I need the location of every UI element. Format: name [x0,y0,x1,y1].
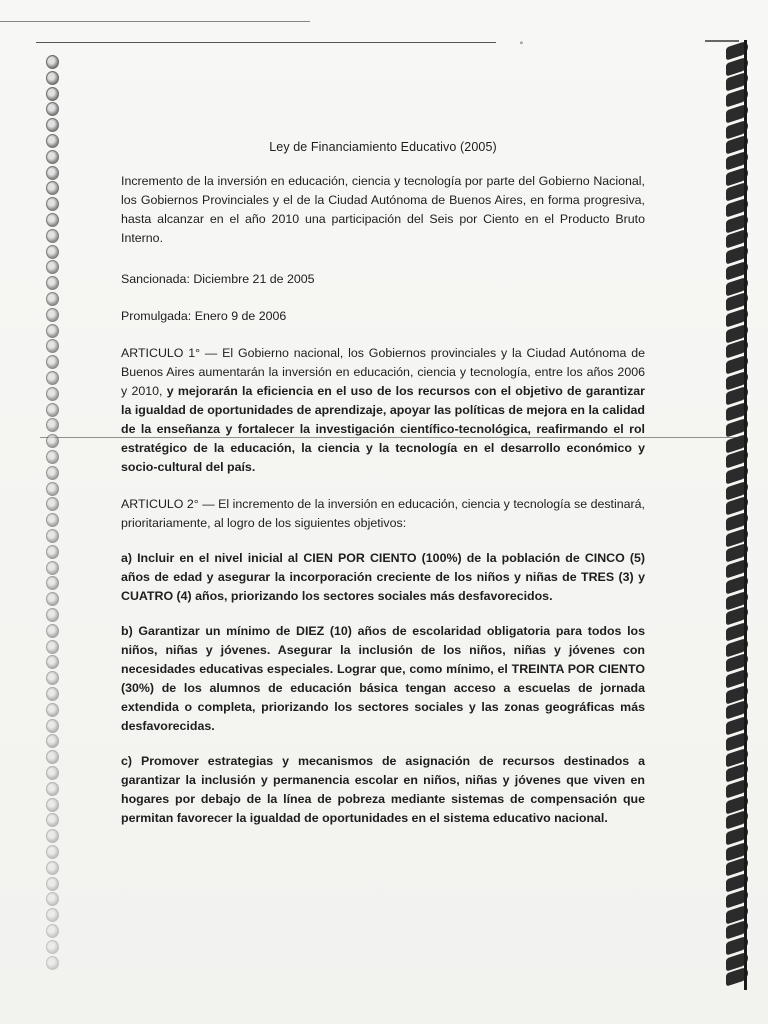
binder-hole [46,55,59,69]
article-1-bold: y mejorarán la eficiencia en el uso de los recursos con el objetivo de garantizar la igualdad de oportunidades de aprendizaje, apoyar las políticas de mejora en la calidad de la enseñanza y fortalecer la investigación científico-tecnológica, reafirmando el rol estratégico de la educación, la ciencia y la tecnología en el desarrollo económico y socio-cultural del país. [121,384,645,474]
binder-hole [46,260,59,274]
binder-hole [46,908,59,922]
article-1 [121,344,645,477]
binder-hole [46,624,59,638]
binder-hole [46,134,59,148]
spiral-edge [744,40,747,990]
binder-hole [46,229,59,243]
binder-hole [46,245,59,259]
binder-hole [46,608,59,622]
objective-b: b) Garantizar un mínimo de DIEZ (10) años de escolaridad obligatoria para todos los niños, niñas y jóvenes. Asegurar la inclusión de los niños, niñas y jóvenes con necesidades educativas especiales. Lograr que, como mínimo, el TREINTA POR CIENTO (30%) de los alumnos de educación básica tengan acceso a escuelas de jornada extendida o completa, priorizando los sectores sociales y las zonas geográficas más desfavorecidas. [121,624,645,733]
binder-hole [46,940,59,954]
binder-hole [46,798,59,812]
binder-hole [46,355,59,369]
binder-hole [46,861,59,875]
objective-c: c) Promover estrategias y mecanismos de asignación de recursos destinados a garantizar la inclusión y permanencia escolar en niños, niñas y jóvenes que viven en hogares por debajo de la línea de pobreza mediante sistemas de compensación que permitan favorecer la igualdad de oportunidades en el sistema educativo nacional. [121,754,645,825]
binder-holes [40,55,70,975]
promulgation-date: Promulgada: Enero 9 de 2006 [121,309,287,323]
binder-hole [46,640,59,654]
binder-hole [46,324,59,338]
binder-hole [46,703,59,717]
top-rule-line [36,42,496,43]
binder-hole [46,924,59,938]
binder-hole [46,513,59,527]
binder-hole [46,403,59,417]
binder-hole [46,387,59,401]
binder-hole [46,529,59,543]
binder-hole [46,671,59,685]
binder-hole [46,150,59,164]
sanction-date: Sancionada: Diciembre 21 de 2005 [121,272,315,286]
binder-hole [46,292,59,306]
binder-hole [46,181,59,195]
binder-hole [46,719,59,733]
binder-hole [46,339,59,353]
law-summary: Incremento de la inversión en educación, ciencia y tecnología por parte del Gobierno Nacional, los Gobiernos Provinciales y el de la Ciudad Autónoma de Buenos Aires, en forma progresiva, hasta alcanzar en el año 2010 una participación del Seis por Ciento en el Producto Bruto Interno. [121,174,645,245]
binder-hole [46,829,59,843]
binder-hole [46,687,59,701]
binder-hole [46,750,59,764]
binder-hole [46,434,59,448]
binder-hole [46,87,59,101]
binder-hole [46,118,59,132]
binder-hole [46,892,59,906]
binder-hole [46,308,59,322]
binder-hole [46,655,59,669]
binder-hole [46,71,59,85]
binder-hole [46,213,59,227]
binder-hole [46,102,59,116]
article-1-lead: ARTICULO 1° — El Gobierno nacional, los Gobiernos provinciales y la Ciudad Autónoma de Buenos Aires aumentarán la inversión en educación, ciencia y tecnología, entre los años 2006 y 2010, [121,346,645,398]
binder-hole [46,482,59,496]
document-title: Ley de Financiamiento Educativo (2005) [269,140,497,154]
article-2: ARTICULO 2° — El incremento de la inversión en educación, ciencia y tecnología se destinará, prioritariamente, al logro de los siguientes objetivos: [121,497,645,530]
binder-hole [46,418,59,432]
binder-hole [46,956,59,970]
binder-hole [46,450,59,464]
binder-hole [46,766,59,780]
top-scan-line [0,21,310,22]
binder-hole [46,813,59,827]
binder-hole [46,877,59,891]
binder-hole [46,276,59,290]
binder-hole [46,845,59,859]
document-body [121,140,645,844]
binder-hole [46,197,59,211]
binder-hole [46,371,59,385]
binder-hole [46,576,59,590]
binder-hole [46,166,59,180]
binder-hole [46,734,59,748]
ink-smudge: ˚ [520,42,524,53]
binder-hole [46,592,59,606]
spiral-binding [726,40,756,990]
binder-hole [46,561,59,575]
binder-hole [46,545,59,559]
binder-hole [46,466,59,480]
binder-hole [46,782,59,796]
binder-hole [46,497,59,511]
objective-a: a) Incluir en el nivel inicial al CIEN POR CIENTO (100%) de la población de CINCO (5) años de edad y asegurar la incorporación creciente de los niños y niñas de TRES (3) y CUATRO (4) años, priorizando los sectores sociales más desfavorecidos. [121,551,645,603]
